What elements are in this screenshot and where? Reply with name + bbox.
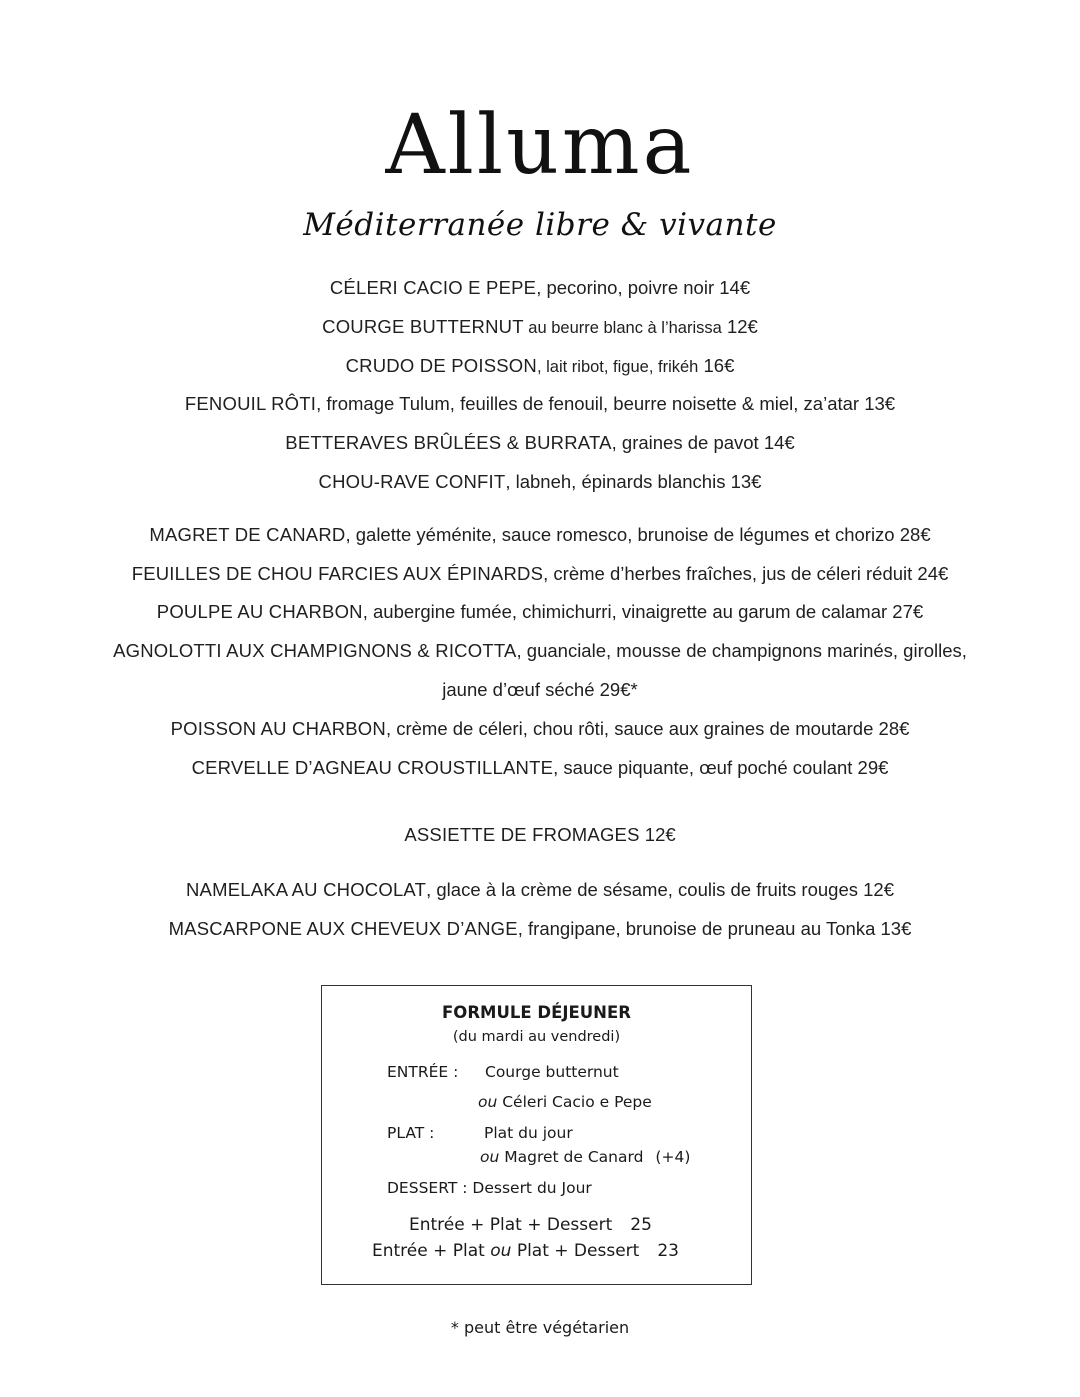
entree-option-2: ou Céleri Cacio e Pepe xyxy=(478,1093,652,1111)
menu-item-main: POISSON AU CHARBON, crème de céleri, chou rôti, sauce aux graines de moutarde 28€ xyxy=(170,718,910,739)
menu-item-main: MAGRET DE CANARD, galette yéménite, sauce romesco, brunoise de légumes et chorizo 28€ xyxy=(149,524,931,545)
menu-item-main: AGNOLOTTI AUX CHAMPIGNONS & RICOTTA, guanciale, mousse de champignons marinés, girolles, xyxy=(113,640,967,661)
formula-title: FORMULE DÉJEUNER xyxy=(442,1003,631,1022)
menu-item-main-continued: jaune d’œuf séché 29€* xyxy=(442,679,638,700)
lunch-formula-box xyxy=(321,985,752,1285)
restaurant-name: Alluma xyxy=(385,98,695,193)
menu-item-starter: CHOU-RAVE CONFIT, labneh, épinards blanchis 13€ xyxy=(318,471,762,492)
price-two-courses: Entrée + Plat ou Plat + Dessert 23 xyxy=(372,1241,679,1261)
menu-item-cheese: ASSIETTE DE FROMAGES 12€ xyxy=(404,824,676,845)
price-three-courses: Entrée + Plat + Dessert 25 xyxy=(409,1215,652,1235)
menu-item-main: FEUILLES DE CHOU FARCIES AUX ÉPINARDS, crème d’herbes fraîches, jus de céleri réduit 24€ xyxy=(131,563,949,584)
plat-label: PLAT : xyxy=(387,1124,435,1142)
menu-item-main: POULPE AU CHARBON, aubergine fumée, chimichurri, vinaigrette au garum de calamar 27€ xyxy=(156,601,924,622)
menu-item-starter: COURGE BUTTERNUT au beurre blanc à l’harissa 12€ xyxy=(322,316,758,337)
plat-option-2: ou Magret de Canard (+4) xyxy=(480,1148,691,1166)
entree-option-1: Courge butternut xyxy=(485,1063,619,1081)
restaurant-tagline: Méditerranée libre & vivante xyxy=(303,207,777,243)
menu-item-main: CERVELLE D’AGNEAU CROUSTILLANTE, sauce piquante, œuf poché coulant 29€ xyxy=(191,757,889,778)
menu-item-dessert: MASCARPONE AUX CHEVEUX D’ANGE, frangipane, brunoise de pruneau au Tonka 13€ xyxy=(168,918,912,939)
dessert-line: DESSERT : Dessert du Jour xyxy=(387,1179,592,1197)
menu-item-dessert: NAMELAKA AU CHOCOLAT, glace à la crème de sésame, coulis de fruits rouges 12€ xyxy=(185,879,895,900)
menu-item-starter: BETTERAVES BRÛLÉES & BURRATA, graines de pavot 14€ xyxy=(285,432,795,453)
vegetarian-footnote: * peut être végétarien xyxy=(450,1318,630,1337)
plat-option-1: Plat du jour xyxy=(484,1124,573,1142)
menu-item-starter: CÉLERI CACIO E PEPE, pecorino, poivre noir 14€ xyxy=(329,277,751,298)
entree-label: ENTRÉE : xyxy=(387,1063,459,1081)
menu-item-starter: CRUDO DE POISSON, lait ribot, figue, frikéh 16€ xyxy=(345,355,735,376)
menu-item-starter: FENOUIL RÔTI, fromage Tulum, feuilles de fenouil, beurre noisette & miel, za’atar 13€ xyxy=(184,393,896,414)
formula-availability: (du mardi au vendredi) xyxy=(452,1029,621,1045)
